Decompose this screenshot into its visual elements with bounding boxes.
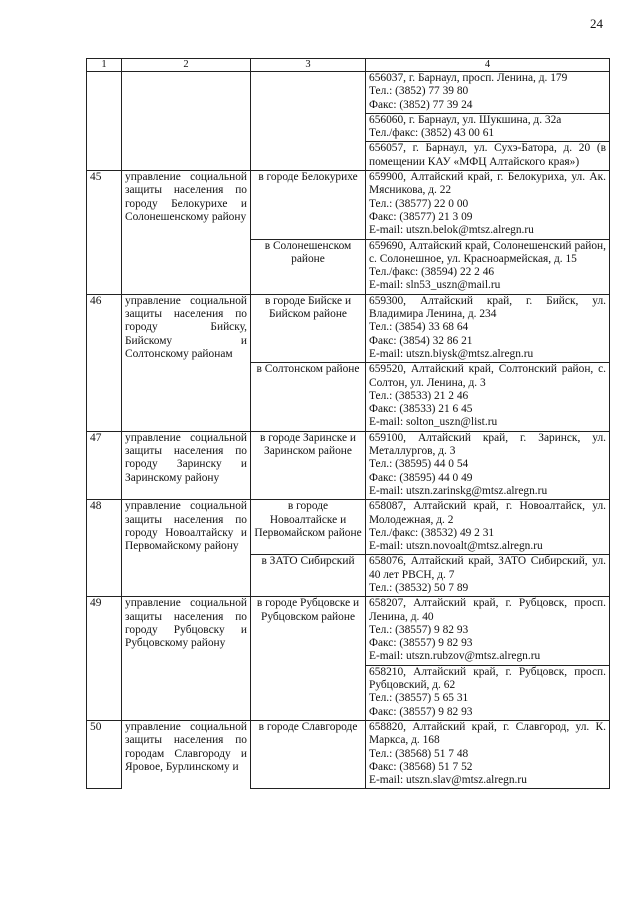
column-number-row	[87, 59, 610, 72]
location-cell: в городе Славгороде	[251, 720, 366, 788]
fax-line: Факс: (38595) 44 0 49	[369, 471, 473, 484]
org-cell: управление социальной защиты населения по городам Славгороду и Яровое, Бурлинскому и	[122, 720, 251, 788]
fax-line: Факс: (38557) 9 82 93	[369, 705, 473, 718]
location-cell: в городе Заринске и Заринском районе	[251, 431, 366, 499]
phone-line: Тел.: (3854) 33 68 64	[369, 321, 469, 334]
address-line: 658820, Алтайский край, г. Славгород, ул. К. Маркса, д. 168	[369, 720, 606, 747]
institutions-table	[86, 58, 610, 789]
org-cell: управление социальной защиты населения по городу Заринску и Заринскому району	[122, 431, 251, 499]
location-cell	[251, 72, 366, 171]
phone-line: Тел.: (38577) 22 0 00	[369, 197, 469, 210]
fax-line: Факс: (38568) 51 7 52	[369, 760, 473, 773]
phone-fax-line: Тел./факс: (3852) 43 00 61	[369, 127, 495, 140]
address-line: 659520, Алтайский край, Солтонский район, с. Солтон, ул. Ленина, д. 3	[369, 363, 606, 389]
phone-line: Тел.: (3852) 77 39 80	[369, 85, 469, 98]
org-cell	[122, 72, 251, 171]
address-cell	[366, 597, 610, 665]
address-cell	[366, 171, 610, 239]
address-cell	[366, 72, 610, 114]
address-cell	[366, 500, 610, 555]
address-cell	[366, 431, 610, 499]
org-cell: управление социальной защиты населения по городу Новоалтайску и Первомайскому району	[122, 500, 251, 597]
table-row	[87, 500, 610, 555]
email-line: E-mail: utszn.slav@mtsz.alregn.ru	[369, 774, 527, 787]
address-line: 656060, г. Барнаул, ул. Шукшина, д. 32а	[369, 113, 562, 126]
phone-line: Тел.: (38532) 50 7 89	[369, 581, 469, 594]
location-cell: в Солонешенском районе	[251, 239, 366, 294]
num-cell: 47	[87, 431, 122, 499]
address-line: 658207, Алтайский край, г. Рубцовск, просп. Ленина, д. 40	[369, 597, 606, 623]
fax-line: Факс: (38557) 9 82 93	[369, 637, 473, 650]
location-cell: в городе Бийске и Бийском районе	[251, 294, 366, 362]
location-cell: в городе Новоалтайске и Первомайском районе	[251, 500, 366, 555]
phone-line: Тел.: (38568) 51 7 48	[369, 747, 469, 760]
num-cell: 49	[87, 597, 122, 721]
fax-line: Факс: (3854) 32 86 21	[369, 334, 473, 347]
address-cell	[366, 665, 610, 720]
column-number: 3	[251, 59, 366, 72]
table-row	[87, 597, 610, 665]
phone-fax-line: Тел./факс: (38532) 49 2 31	[369, 526, 495, 539]
table-row	[87, 294, 610, 362]
address-cell	[366, 720, 610, 788]
table-row	[87, 72, 610, 114]
table-row	[87, 720, 610, 788]
email-line: E-mail: utszn.novoalt@mtsz.alregn.ru	[369, 540, 543, 553]
fax-line: Факс: (38577) 21 3 09	[369, 210, 473, 223]
email-line: E-mail: utszn.zarinskg@mtsz.alregn.ru	[369, 484, 548, 497]
email-line: E-mail: sln53_uszn@mail.ru	[369, 279, 501, 292]
num-cell: 45	[87, 171, 122, 295]
fax-line: Факс: (3852) 77 39 24	[369, 98, 473, 111]
column-number: 1	[87, 59, 122, 72]
num-cell: 46	[87, 294, 122, 431]
num-cell: 48	[87, 500, 122, 597]
address-cell	[366, 142, 610, 171]
location-cell: в Солтонском районе	[251, 363, 366, 431]
phone-fax-line: Тел./факс: (38594) 22 2 46	[369, 266, 495, 279]
address-cell	[366, 555, 610, 597]
email-line: E-mail: utszn.biysk@mtsz.alregn.ru	[369, 347, 534, 360]
address-line: 658210, Алтайский край, г. Рубцовск, просп. Рубцовский, д. 62	[369, 665, 606, 692]
address-line: 659900, Алтайский край, г. Белокуриха, ул. Ак. Мясникова, д. 22	[369, 171, 606, 197]
email-line: E-mail: utszn.rubzov@mtsz.alregn.ru	[369, 650, 541, 663]
address-line: 659300, Алтайский край, г. Бийск, ул. Владимира Ленина, д. 234	[369, 294, 606, 321]
address-line: 659100, Алтайский край, г. Заринск, ул. Металлургов, д. 3	[369, 431, 606, 458]
org-cell: управление социальной защиты населения по городу Бийску, Бийскому и Солтонскому районам	[122, 294, 251, 431]
fax-line: Факс: (38533) 21 6 45	[369, 403, 473, 416]
org-cell: управление социальной защиты населения по городу Белокурихе и Солонешенскому району	[122, 171, 251, 295]
location-cell: в городе Белокурихе	[251, 171, 366, 239]
page-number: 24	[590, 16, 603, 31]
phone-line: Тел.: (38595) 44 0 54	[369, 458, 469, 471]
location-cell: в городе Рубцовске и Рубцовском районе	[251, 597, 366, 721]
email-line: E-mail: solton_uszn@list.ru	[369, 416, 498, 429]
address-line: 656057, г. Барнаул, ул. Сухэ-Батора, д. 20 (в помещении КАУ «МФЦ Алтайского края»)	[369, 142, 606, 168]
num-cell: 50	[87, 720, 122, 788]
address-line: 658087, Алтайский край, г. Новоалтайск, ул. Молодежная, д. 2	[369, 500, 606, 526]
phone-line: Тел.: (38557) 5 65 31	[369, 692, 469, 705]
num-cell	[87, 72, 122, 171]
address-line: 656037, г. Барнаул, просп. Ленина, д. 179	[369, 72, 568, 84]
address-line: 659690, Алтайский край, Солонешенский район, с. Солонешное, ул. Красноармейская, д. 15	[369, 239, 606, 265]
column-number: 2	[122, 59, 251, 72]
phone-line: Тел.: (38533) 21 2 46	[369, 389, 469, 402]
address-cell	[366, 363, 610, 431]
phone-line: Тел.: (38557) 9 82 93	[369, 623, 469, 636]
address-cell	[366, 113, 610, 142]
column-number: 4	[366, 59, 610, 72]
org-cell: управление социальной защиты населения по городу Рубцовску и Рубцовскому району	[122, 597, 251, 721]
email-line: E-mail: utszn.belok@mtsz.alregn.ru	[369, 224, 534, 237]
table-row	[87, 171, 610, 239]
table-row	[87, 431, 610, 499]
address-cell	[366, 294, 610, 362]
address-cell	[366, 239, 610, 294]
address-line: 658076, Алтайский край, ЗАТО Сибирский, ул. 40 лет РВСН, д. 7	[369, 555, 606, 581]
location-cell: в ЗАТО Сибирский	[251, 555, 366, 597]
